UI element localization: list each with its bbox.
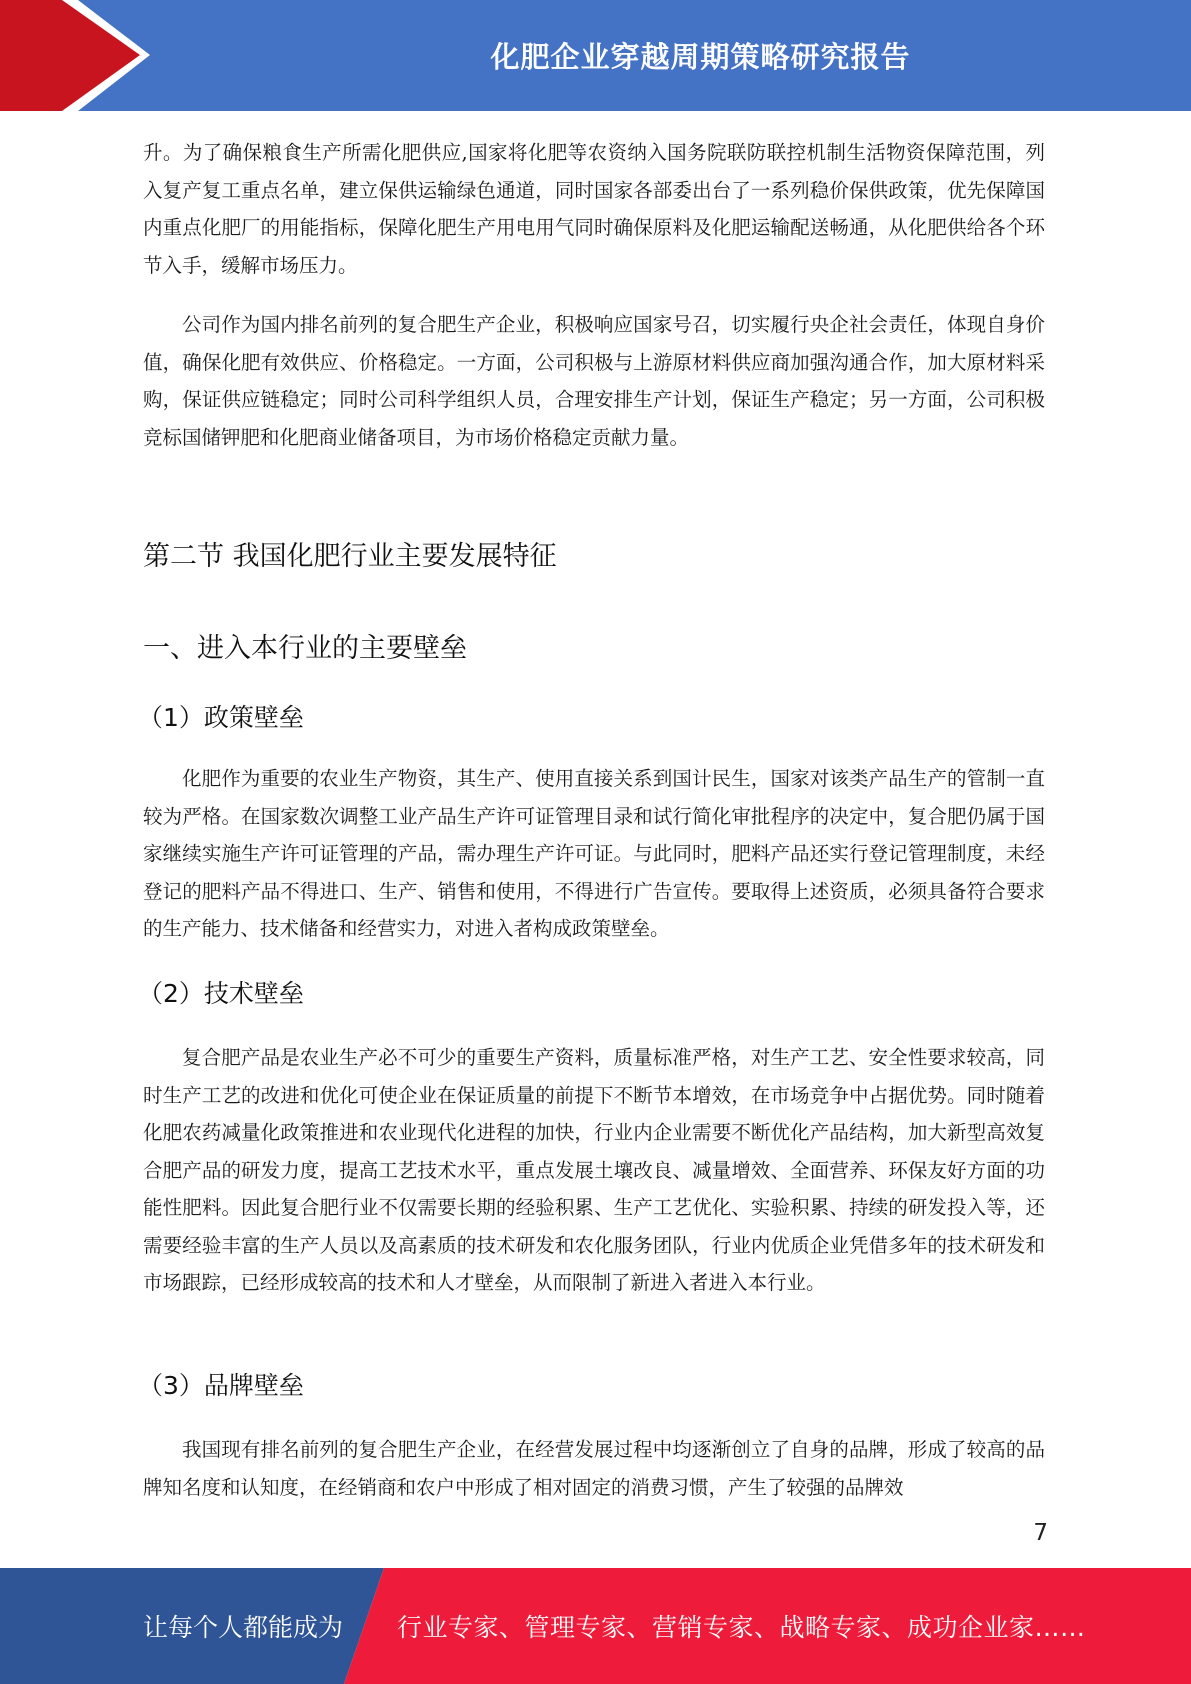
- page-header: [0, 0, 1191, 111]
- footer-slogan-right: 行业专家、管理专家、营销专家、战略专家、成功企业家……: [397, 1613, 1086, 1642]
- subsection-heading: 一、进入本行业的主要壁垒: [143, 633, 467, 664]
- barrier-technology-heading: （2）技术壁垒: [138, 979, 304, 1008]
- page-number: 7: [1033, 1520, 1048, 1546]
- paragraph-company: 公司作为国内排名前列的复合肥生产企业，积极响应国家号召，切实履行央企社会责任，体现自身价值，确保化肥有效供应、价格稳定。一方面，公司积极与上游原材料供应商加强沟通合作，加大原材料采购，保证供应链稳定；同时公司科学组织人员，合理安排生产计划，保证生产稳定；另一方面，公司积极竞标国储钾肥和化肥商业储备项目，为市场价格稳定贡献力量。: [143, 313, 1045, 449]
- barrier-policy-text-block: [143, 760, 1045, 948]
- barrier-technology-text-block: [143, 1039, 1045, 1302]
- report-title: 化肥企业穿越周期策略研究报告: [490, 40, 911, 74]
- barrier-policy-heading: （1）政策壁垒: [138, 703, 304, 732]
- barrier-technology-text: 复合肥产品是农业生产必不可少的重要生产资料，质量标准严格，对生产工艺、安全性要求较高，同时生产工艺的改进和优化可使企业在保证质量的前提下不断节本增效，在市场竞争中占据优势。同时随着化肥农药减量化政策推进和农业现代化进程的加快，行业内企业需要不断优化产品结构，加大新型高效复合肥产品的研发力度，提高工艺技术水平，重点发展土壤改良、减量增效、全面营养、环保友好方面的功能性肥料。因此复合肥行业不仅需要长期的经验积累、生产工艺优化、实验积累、持续的研发投入等，还需要经验丰富的生产人员以及高素质的技术研发和农化服务团队，行业内优质企业凭借多年的技术研发和市场跟踪，已经形成较高的技术和人才壁垒，从而限制了新进入者进入本行业。: [143, 1046, 1045, 1294]
- page-footer: [0, 1568, 1191, 1684]
- footer-slogan-left: 让每个人都能成为: [143, 1613, 344, 1642]
- barrier-policy-text: 化肥作为重要的农业生产物资，其生产、使用直接关系到国计民生，国家对该类产品生产的管制一直较为严格。在国家数次调整工业产品生产许可证管理目录和试行简化审批程序的决定中，复合肥仍属于国家继续实施生产许可证管理的产品，需办理生产许可证。与此同时，肥料产品还实行登记管理制度，未经登记的肥料产品不得进口、生产、销售和使用，不得进行广告宣传。要取得上述资质，必须具备符合要求的生产能力、技术储备和经营实力，对进入者构成政策壁垒。: [143, 767, 1045, 940]
- barrier-brand-heading: （3）品牌壁垒: [138, 1371, 304, 1400]
- barrier-brand-text-block: [143, 1431, 1045, 1506]
- barrier-brand-text: 我国现有排名前列的复合肥生产企业，在经营发展过程中均逐渐创立了自身的品牌，形成了较高的品牌知名度和认知度，在经销商和农户中形成了相对固定的消费习惯，产生了较强的品牌效: [143, 1438, 1045, 1499]
- paragraph-continuation: 升。为了确保粮食生产所需化肥供应,国家将化肥等农资纳入国务院联防联控机制生活物资保障范围，列入复产复工重点名单，建立保供运输绿色通道，同时国家各部委出台了一系列稳价保供政策，优先保障国内重点化肥厂的用能指标，保障化肥生产用电用气同时确保原料及化肥运输配送畅通，从化肥供给各个环节入手，缓解市场压力。: [143, 141, 1045, 277]
- section-heading: 第二节 我国化肥行业主要发展特征: [143, 541, 557, 572]
- intro-paragraph-block: [143, 134, 1045, 456]
